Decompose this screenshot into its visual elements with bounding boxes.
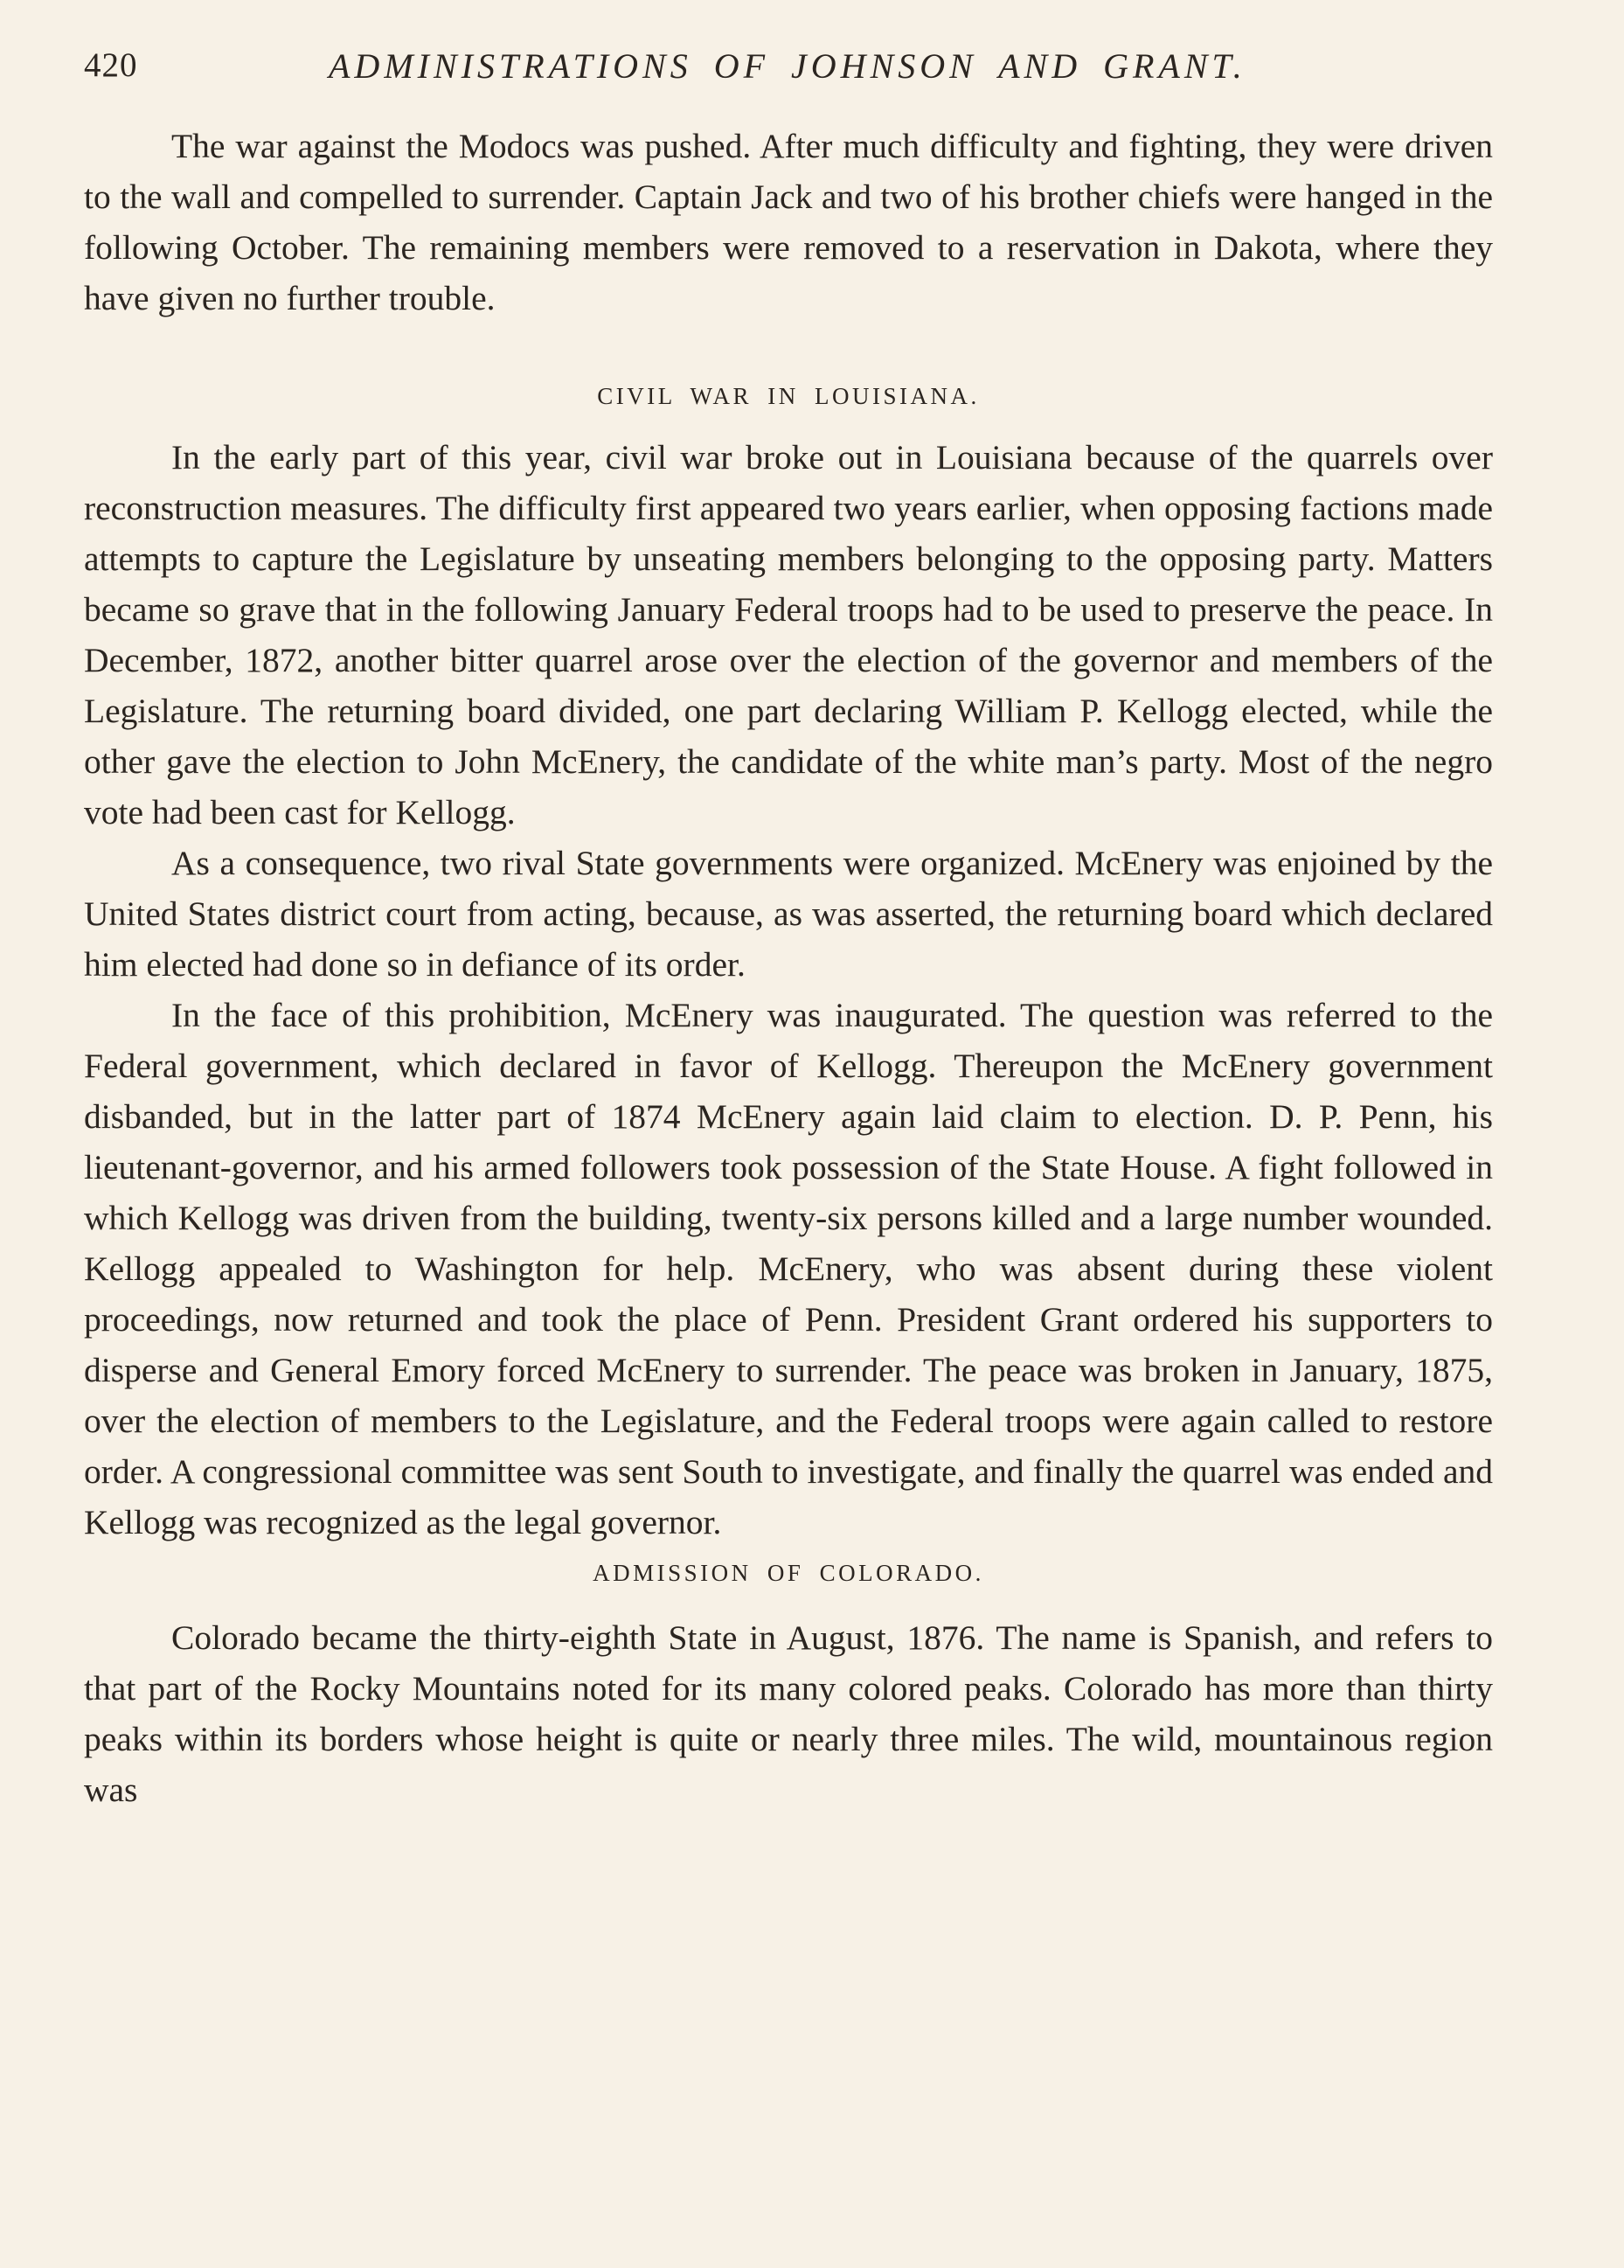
section-heading-civil-war-louisiana: CIVIL WAR IN LOUISIANA. — [597, 383, 980, 409]
section-heading-admission-colorado: ADMISSION OF COLORADO. — [593, 1560, 984, 1586]
paragraph-louisiana-quarrels: In the early part of this year, civil war broke out in Louisiana because of the quarrels over reconstruction measures. The difficulty first appeared two years earlier, when opposing factions made attempts to capture the Legislature by unseating members belonging to the opposing party. Matters became so grave that in the following January Federal troops had to be used to preserve the peace. In December, 1872, another bitter quarrel arose over the election of the governor and members of the Legislature. The returning board divided, one part declaring William P. Kellogg elected, while the other gave the election to John McEnery, the candidate of the white man’s party. Most of the negro vote had been cast for Kellogg. — [84, 438, 1493, 831]
running-title: ADMINISTRATIONS OF JOHNSON AND GRANT. — [329, 46, 1246, 86]
paragraph-rival-governments: As a consequence, two rival State governments were organized. McEnery was enjoined by the United States district court from acting, because, as was asserted, the returning board which declared him elected had done so in defiance of its order. — [84, 844, 1493, 984]
running-head — [84, 45, 1491, 98]
paragraph-colorado: Colorado became the thirty-eighth State in August, 1876. The name is Spanish, and refers to that part of the Rocky Mountains noted for its many colored peaks. Colorado has more than thirty peaks within its borders whose height is quite or nearly three miles. The wild, mountainous region was — [84, 1618, 1493, 1809]
paragraph-mcenery-inaugurated: In the face of this prohibition, McEnery was inaugurated. The question was referred to the Federal government, which declared in favor of Kellogg. Thereupon the McEnery government disbanded, but in the latter part of 1874 McEnery again laid claim to election. D. P. Penn, his lieutenant-governor, and his armed followers took possession of the State House. A fight followed in which Kellogg was driven from the building, twenty-six persons killed and a large number wounded. Kellogg appealed to Washington for help. McEnery, who was absent during these violent proceedings, now returned and took the place of Penn. President Grant ordered his supporters to disperse and General Emory forced McEnery to surrender. The peace was broken in January, 1875, over the election of members to the Legislature, and the Federal troops were again called to restore order. A congressional committee was sent South to investigate, and finally the quarrel was ended and Kellogg was recognized as the legal governor. — [84, 996, 1493, 1541]
body-text — [84, 121, 1493, 1815]
paragraph-modoc-war: The war against the Modocs was pushed. After much difficulty and fighting, they were driven to the wall and compelled to surrender. Captain Jack and two of his brother chiefs were hanged in the following October. The remaining members were removed to a reservation in Dakota, where they have given no further trouble. — [84, 127, 1493, 317]
page-number: 420 — [84, 46, 138, 84]
